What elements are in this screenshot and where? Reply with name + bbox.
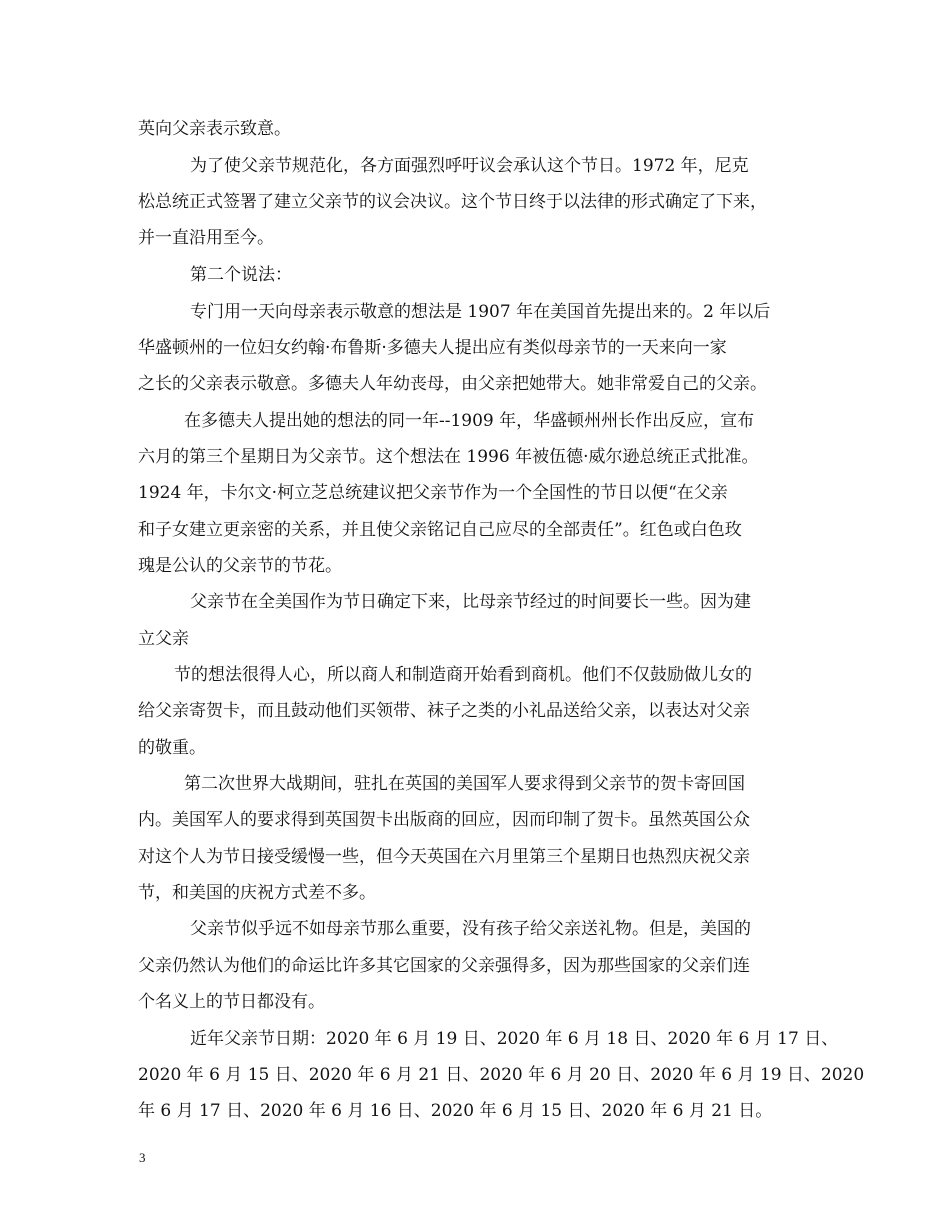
text-line: 节的想法很得人心，所以商人和制造商开始看到商机。他们不仅鼓励做儿女的 bbox=[174, 665, 752, 685]
text-line: 在多德夫人提出她的想法的同一年--1909 年，华盛顿州州长作出反应，宣布 bbox=[184, 411, 755, 431]
text-line: 1924 年，卡尔文·柯立芝总统建议把父亲节作为一个全国性的节日以便“在父亲 bbox=[138, 483, 728, 503]
text-line: 六月的第三个星期日为父亲节。这个想法在 1996 年被伍德·威尔逊总统正式批准。 bbox=[138, 447, 759, 467]
text-line: 立父亲 bbox=[138, 629, 189, 649]
text-line: 之长的父亲表示敬意。多德夫人年幼丧母，由父亲把她带大。她非常爱自己的父亲。 bbox=[138, 374, 767, 394]
text-line: 给父亲寄贺卡，而且鼓动他们买领带、袜子之类的小礼品送给父亲，以表达对父亲 bbox=[138, 701, 750, 721]
page-number: 3 bbox=[139, 1150, 146, 1165]
text-line: 瑰是公认的父亲节的节花。 bbox=[138, 556, 342, 576]
text-line: 第二个说法： bbox=[190, 265, 292, 285]
text-line: 父亲节似乎远不如母亲节那么重要，没有孩子给父亲送礼物。但是，美国的 bbox=[190, 919, 751, 939]
text-line: 和子女建立更亲密的关系，并且使父亲铭记自己应尽的全部责任”。红色或白色玫 bbox=[138, 520, 742, 540]
text-line: 父亲仍然认为他们的命运比许多其它国家的父亲强得多，因为那些国家的父亲们连 bbox=[138, 956, 750, 976]
text-line: 英向父亲表示致意。 bbox=[138, 119, 291, 139]
text-line: 专门用一天向母亲表示敬意的想法是 1907 年在美国首先提出来的。2 年以后 bbox=[190, 302, 771, 322]
text-line: 松总统正式签署了建立父亲节的议会决议。这个节日终于以法律的形式确定了下来， bbox=[138, 192, 767, 212]
text-line: 并一直沿用至今。 bbox=[138, 228, 274, 248]
text-line: 父亲节在全美国作为节日确定下来，比母亲节经过的时间要长一些。因为建 bbox=[190, 592, 751, 612]
text-line: 2020 年 6 月 15 日、2020 年 6 月 21 日、2020 年 6 月 20 日、2020 年 6 月 19 日、2020 bbox=[138, 1065, 865, 1085]
text-line: 节，和美国的庆祝方式差不多。 bbox=[138, 883, 376, 903]
text-line: 个名义上的节日都没有。 bbox=[138, 992, 325, 1012]
text-line: 对这个人为节日接受缓慢一些，但今天英国在六月里第三个星期日也热烈庆祝父亲 bbox=[138, 847, 750, 867]
text-line: 华盛顿州的一位妇女约翰·布鲁斯·多德夫人提出应有类似母亲节的一天来向一家 bbox=[138, 338, 727, 358]
text-line: 年 6 月 17 日、2020 年 6 月 16 日、2020 年 6 月 15 日、2020 年 6 月 21 日。 bbox=[138, 1101, 773, 1121]
text-line: 第二次世界大战期间，驻扎在英国的美国军人要求得到父亲节的贺卡寄回国 bbox=[184, 774, 745, 794]
text-line: 的敬重。 bbox=[138, 738, 206, 758]
text-line: 内。美国军人的要求得到英国贺卡出版商的回应，因而印制了贺卡。虽然英国公众 bbox=[138, 810, 750, 830]
text-line: 近年父亲节日期：2020 年 6 月 19 日、2020 年 6 月 18 日、2020 年 6 月 17 日、 bbox=[190, 1029, 839, 1049]
text-line: 为了使父亲节规范化，各方面强烈呼吁议会承认这个节日。1972 年，尼克 bbox=[190, 156, 749, 176]
